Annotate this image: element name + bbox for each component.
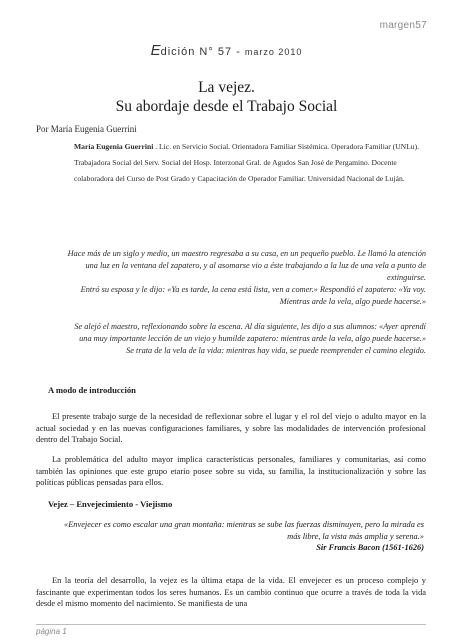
quote-text: «Envejecer es como escalar una gran montaña: mientras se sube las fuerzas disminuyen, pero la mirada es más libre, la vista más amplia y serena.» [64, 520, 424, 541]
section-heading-vejez: Vejez – Envejecimiento - Viejismo [48, 499, 173, 509]
footer-divider [36, 624, 426, 625]
edition-header [0, 42, 453, 60]
body-paragraph: El presente trabajo surge de la necesidad de reflexionar sobre el lugar y el rol del viejo o adulto mayor en la actual sociedad y en las nuevas configuraciones familiares, y sobre las modalidades de intervención profesional dentro del Trabajo Social. [36, 412, 426, 445]
epigraph-paragraph: Se alejó el maestro, reflexionando sobre la escena. Al día siguiente, les dijo a sus alumnos: «Ayer aprendí una muy importante lección de un viejo y humilde zapatero: mientras arde la vela, algo puede hacerse.» [74, 322, 426, 343]
edition-number: dición N° 57 - [160, 46, 245, 58]
epigraph-paragraph: Entró su esposa y le dijo: «Ya es tarde, la cena está lista, ven a comer.» Respondió el zapatero: «Ya voy. Mientras arde la vela, algo puede hacerse.» [80, 285, 426, 306]
brand-label: margen57 [379, 20, 427, 31]
body-paragraph: En la teoría del desarrollo, la vejez es la última etapa de la vida. El envejecer es un proceso complejo y fascinante que experimentan todos los seres humanos. Es un cambio continuo que ocurre a través de toda la vida desde el mismo momento del nacimiento. Se manifiesta de una [36, 576, 426, 609]
bio-text: . Lic. en Servicio Social. Orientadora Familiar Sistémica. Operadora Familiar (UNLu). Trabajadora Social del Serv. Social del Hosp. Interzonal Gral. de Agudos San José de Pergamino. Docente colaboradora del Curso de Post Grado y Capacitación de Operador Familiar. Universidad Nacional de Luján. [74, 142, 420, 183]
epigraph-paragraph: Hace más de un siglo y medio, un maestro regresaba a su casa, en un pequeño pueblo. Le llamó la atención una luz en la ventana del zapatero, y al asomarse vio a éste trabajando a la luz de una vela a punto de extinguirse. [67, 249, 426, 282]
article-title [0, 78, 453, 116]
epigraph-paragraph: Se trata de la vela de la vida: mientras hay vida, se puede reemprender el camino elegido. [126, 346, 426, 355]
title-line-2: Su abordaje desde el Trabajo Social [115, 98, 338, 115]
quote-author: Sir Francis Bacon (1561-1626) [316, 543, 424, 553]
body-paragraph: La problemática del adulto mayor implica características personales, familiares y comunitarias, así como también las opiniones que este grupo etario posee sobre su vida, su familia, la institucionalización y sobre las políticas públicas pensadas para ellos. [36, 455, 426, 488]
quote-block [60, 519, 424, 554]
edition-date: marzo 2010 [244, 47, 303, 57]
author-bio [74, 139, 432, 186]
section-heading-intro: A modo de introducción [48, 385, 136, 395]
edition-initial: E [150, 42, 161, 59]
author-byline: Por María Eugenia Guerrini [36, 124, 137, 134]
title-line-1: La vejez. [198, 79, 255, 96]
bio-name: María Eugenia Guerrini [74, 142, 154, 151]
page-number: página 1 [36, 627, 67, 636]
